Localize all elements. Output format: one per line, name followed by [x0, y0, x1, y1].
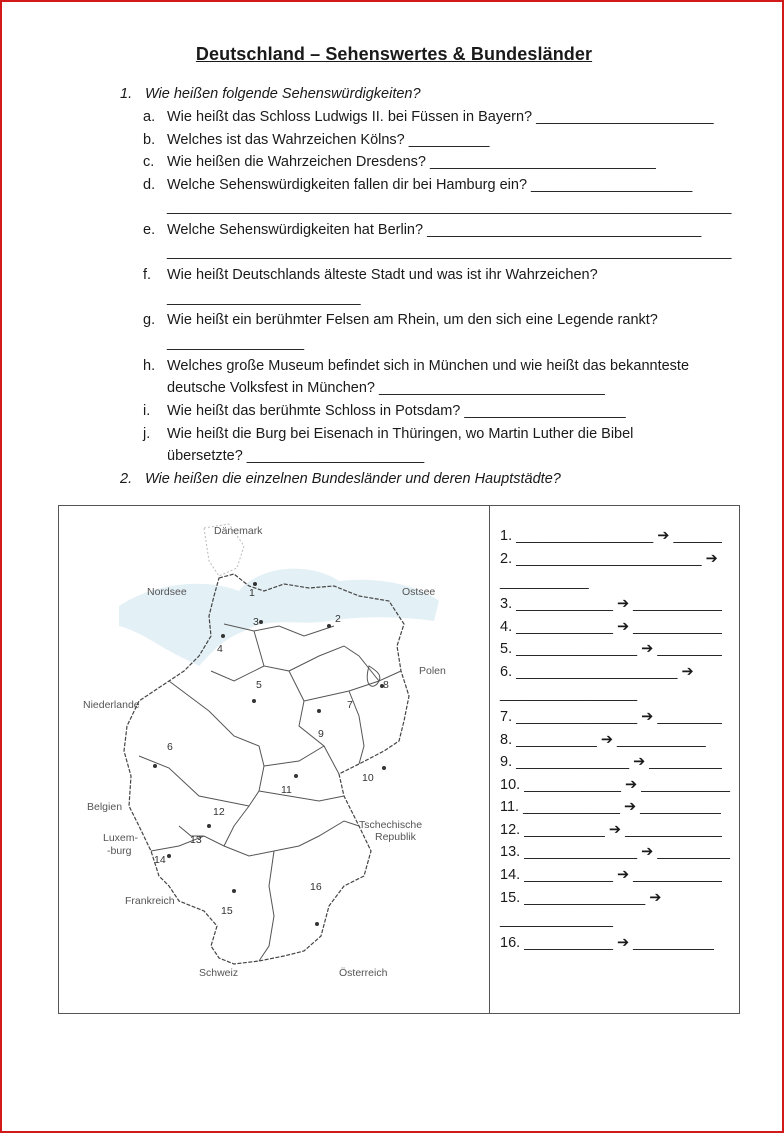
item-text: Wie heißt das berühmte Schloss in Potsdam? ____________________ — [167, 403, 626, 419]
item-letter: i. — [143, 403, 151, 419]
arrow-icon: ➔ — [657, 528, 670, 544]
state-number-13: 13 — [190, 834, 202, 846]
question-item-i — [143, 403, 626, 419]
item-letter: h. — [143, 358, 156, 374]
answer-row-8[interactable]: 8. __________ ➔ ___________ — [500, 732, 706, 748]
label-niederlande: Niederlande — [83, 699, 140, 711]
item-letter: f. — [143, 267, 152, 283]
answer-row-15[interactable]: 15. _______________ ➔ — [500, 890, 662, 906]
state-number-5: 5 — [256, 679, 262, 691]
arrow-icon: ➔ — [641, 844, 654, 860]
answer-row-3[interactable]: 3. ____________ ➔ ___________ — [500, 596, 722, 612]
question-item-h — [143, 358, 690, 374]
answer-row-10[interactable]: 10. ____________ ➔ ___________ — [500, 777, 730, 793]
arrow-icon: ➔ — [633, 754, 646, 770]
arrow-icon: ➔ — [641, 641, 654, 657]
label-schweiz: Schweiz — [199, 967, 239, 979]
germany-map — [59, 506, 489, 1014]
answer-row-16[interactable]: 16. ___________ ➔ __________ — [500, 935, 714, 951]
label-polen: Polen — [419, 665, 446, 677]
answer-row-1[interactable]: 1. _________________ ➔ ______ — [500, 528, 722, 544]
item-letter: g. — [143, 312, 156, 328]
answer-row-2-wrap[interactable]: ___________ — [500, 574, 589, 590]
arrow-icon: ➔ — [608, 822, 622, 838]
item-letter: j. — [143, 426, 151, 442]
label-luxemburg-2: -burg — [107, 845, 132, 857]
label-belgien: Belgien — [87, 801, 123, 813]
item-letter: d. — [143, 177, 156, 193]
label-luxemburg-1: Luxem- — [103, 832, 139, 844]
arrow-icon: ➔ — [681, 664, 694, 680]
item-text: Wie heißt das Schloss Ludwigs II. bei Füssen in Bayern? ______________________ — [167, 109, 714, 125]
question-number: 2. — [120, 471, 133, 487]
arrow-icon: ➔ — [616, 619, 630, 635]
item-text: Welches große Museum befindet sich in München und wie heißt das bekannteste — [167, 358, 690, 374]
question-item-d — [143, 177, 693, 193]
answer-row-6[interactable]: 6. ____________________ ➔ — [500, 664, 694, 680]
question-item-f — [143, 267, 598, 283]
answer-row-7[interactable]: 7. _______________ ➔ ________ — [500, 709, 722, 725]
answer-row-12[interactable]: 12. __________ ➔ ____________ — [500, 822, 722, 838]
question-item-j — [143, 426, 634, 442]
answer-line-e[interactable]: ______________________________________________________________________ — [167, 244, 732, 260]
label-frankreich: Frankreich — [125, 895, 175, 907]
state-number-15: 15 — [221, 905, 233, 917]
label-tschechien-1: Tschechische — [359, 819, 423, 831]
question-1-heading — [120, 86, 421, 102]
map-answer-table — [58, 505, 740, 1014]
question-number: 1. — [120, 86, 133, 102]
germany-map-svg — [59, 506, 489, 1014]
item-letter: a. — [143, 109, 156, 125]
answer-row-6-wrap[interactable]: _________________ — [500, 686, 638, 702]
state-number-1: 1 — [249, 587, 255, 599]
answer-row-9[interactable]: 9. ______________ ➔ _________ — [500, 754, 722, 770]
answer-row-13[interactable]: 13. ______________ ➔ _________ — [500, 844, 730, 860]
item-text: Wie heißt die Burg bei Eisenach in Thüringen, wo Martin Luther die Bibel — [167, 426, 634, 442]
answer-row-4[interactable]: 4. ____________ ➔ ___________ — [500, 619, 722, 635]
item-text: Welche Sehenswürdigkeiten fallen dir bei Hamburg ein? ____________________ — [167, 177, 693, 193]
question-2-heading — [120, 471, 561, 487]
state-number-16: 16 — [310, 881, 322, 893]
answer-row-2[interactable]: 2. _______________________ ➔ — [500, 551, 718, 567]
question-text: Wie heißen die einzelnen Bundesländer und deren Hauptstädte? — [145, 471, 561, 487]
answer-line-f[interactable]: ________________________ — [167, 290, 361, 306]
table-divider — [489, 506, 490, 1014]
answer-line-g[interactable]: _________________ — [167, 335, 305, 351]
answer-row-14[interactable]: 14. ___________ ➔ ___________ — [500, 867, 722, 883]
question-item-b — [143, 132, 490, 148]
state-number-11: 11 — [281, 784, 292, 796]
answer-row-5[interactable]: 5. _______________ ➔ ________ — [500, 641, 722, 657]
question-item-a — [143, 109, 714, 125]
item-text: Wie heißt Deutschlands älteste Stadt und was ist ihr Wahrzeichen? — [167, 267, 598, 283]
item-letter: c. — [143, 154, 155, 170]
state-number-8: 8 — [383, 679, 389, 691]
state-number-4: 4 — [217, 643, 223, 655]
arrow-icon: ➔ — [625, 777, 638, 793]
item-text: Welche Sehenswürdigkeiten hat Berlin? __________________________________ — [167, 222, 702, 238]
state-number-6: 6 — [167, 741, 173, 753]
label-daenemark: Dänemark — [214, 525, 263, 537]
arrow-icon: ➔ — [616, 596, 630, 612]
arrow-icon: ➔ — [600, 732, 613, 748]
label-tschechien-2: Republik — [375, 831, 416, 843]
question-item-e — [143, 222, 702, 238]
label-nordsee: Nordsee — [147, 586, 187, 598]
answer-line-j[interactable]: übersetzte? ______________________ — [167, 448, 425, 464]
page-title: Deutschland – Sehenswertes & Bundesländer — [195, 44, 593, 64]
arrow-icon: ➔ — [623, 799, 637, 815]
state-number-12: 12 — [213, 806, 225, 818]
answer-line-h[interactable]: deutsche Volksfest in München? ____________________________ — [167, 380, 605, 396]
arrow-icon: ➔ — [641, 709, 654, 725]
item-text: Welches ist das Wahrzeichen Kölns? __________ — [167, 132, 490, 148]
answer-row-15-wrap[interactable]: ______________ — [500, 912, 613, 928]
item-text: Wie heißen die Wahrzeichen Dresdens? ____________________________ — [167, 154, 656, 170]
answer-line-d[interactable]: ______________________________________________________________________ — [167, 199, 732, 215]
label-ostsee: Ostsee — [402, 586, 436, 598]
question-item-g — [143, 312, 658, 328]
item-text: Wie heißt ein berühmter Felsen am Rhein, um den sich eine Legende rankt? — [167, 312, 658, 328]
arrow-icon: ➔ — [649, 890, 662, 906]
state-number-10: 10 — [362, 772, 374, 784]
state-number-3: 3 — [253, 616, 259, 628]
arrow-icon: ➔ — [616, 867, 630, 883]
state-number-14: 14 — [154, 854, 166, 866]
arrow-icon: ➔ — [705, 551, 718, 567]
question-item-c — [143, 154, 656, 170]
arrow-icon: ➔ — [616, 935, 630, 951]
state-number-2: 2 — [335, 613, 341, 625]
item-letter: b. — [143, 132, 156, 148]
answer-row-11[interactable]: 11. ____________ ➔ __________ — [500, 799, 721, 815]
label-oesterreich: Österreich — [339, 967, 388, 979]
item-letter: e. — [143, 222, 156, 238]
question-text: Wie heißen folgende Sehenswürdigkeiten? — [145, 86, 421, 102]
state-number-7: 7 — [347, 699, 353, 711]
sea-area — [119, 569, 439, 666]
state-number-9: 9 — [318, 728, 324, 740]
